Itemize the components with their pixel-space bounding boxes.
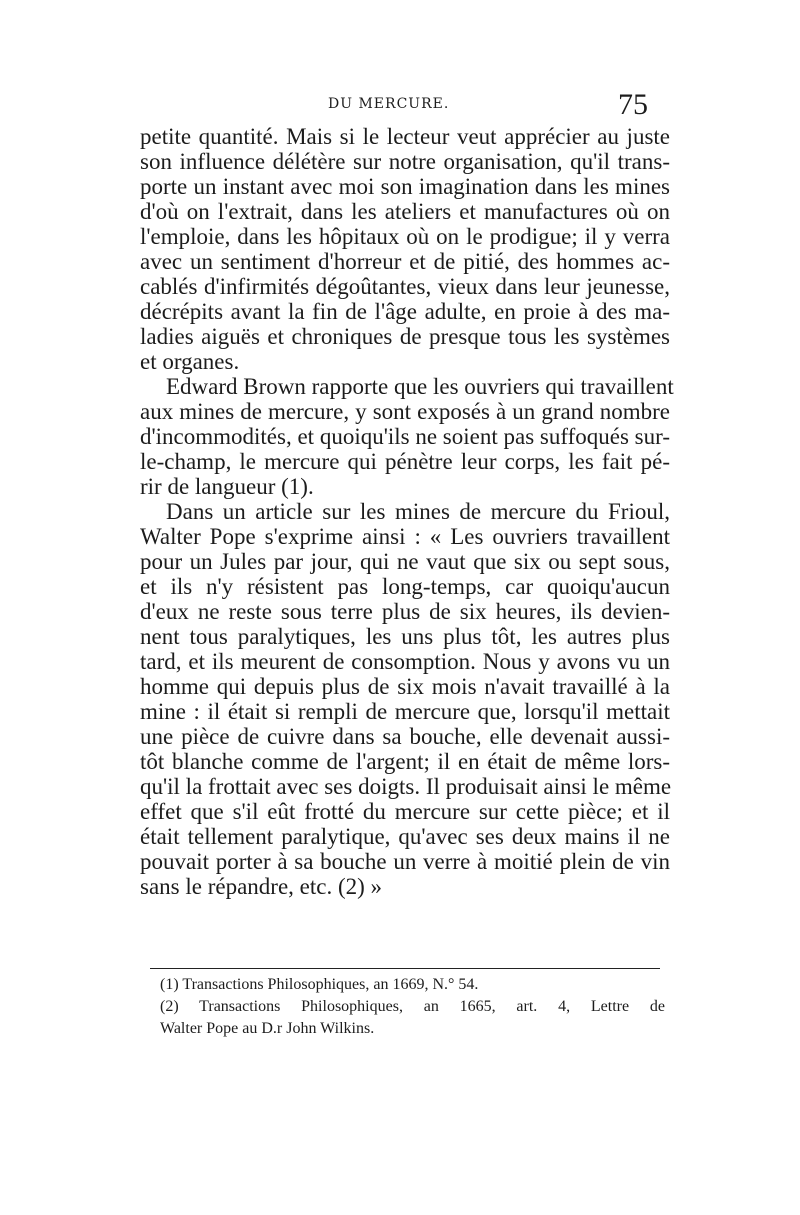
text-line: Walter Pope s'exprime ainsi : « Les ouvriers travaillent [140, 524, 670, 549]
text-line: et ils n'y résistent pas long-temps, car quoiqu'aucun [140, 574, 670, 599]
text-line: qu'il la frottait avec ses doigts. Il produisait ainsi le même [140, 774, 672, 799]
text-line: mine : il était si rempli de mercure que, lorsqu'il mettait [140, 699, 670, 724]
text-line: Dans un article sur les mines de mercure du Frioul, [166, 499, 670, 524]
text-line: pouvait porter à sa bouche un verre à moitié plein de vin [140, 849, 670, 874]
text-line: rir de langueur (1). [140, 474, 314, 499]
text-line: d'eux ne reste sous terre plus de six heures, ils devien- [140, 599, 670, 624]
text-line: le-champ, le mercure qui pénètre leur corps, les fait pé- [140, 449, 670, 474]
footnote-line: (2) Transactions Philosophiques, an 1665, art. 4, Lettre de [160, 998, 665, 1015]
text-line: pour un Jules par jour, qui ne vaut que six ou sept sous, [140, 549, 670, 574]
text-line: décrépits avant la fin de l'âge adulte, en proie à des ma- [140, 299, 670, 324]
body-text [140, 124, 674, 899]
text-line: aux mines de mercure, y sont exposés à un grand nombre [140, 399, 670, 424]
footnote-divider [150, 968, 660, 969]
text-line: petite quantité. Mais si le lecteur veut apprécier au juste [140, 124, 670, 149]
running-head: DU MERCURE. [328, 96, 450, 112]
text-line: sans le répandre, etc. (2) » [140, 874, 383, 899]
paragraph [140, 124, 670, 374]
paragraph [140, 374, 674, 499]
text-line: tôt blanche comme de l'argent; il en était de même lors- [140, 749, 670, 774]
text-line: tard, et ils meurent de consomption. Nous y avons vu un [140, 649, 670, 674]
text-line: homme qui depuis plus de six mois n'avait travaillé à la [140, 674, 670, 699]
footnote-line: (1) Transactions Philosophiques, an 1669, N.° 54. [160, 976, 479, 993]
text-line: cablés d'infirmités dégoûtantes, vieux dans leur jeunesse, [140, 274, 670, 299]
text-line: nent tous paralytiques, les uns plus tôt, les autres plus [140, 624, 670, 649]
page-number: 75 [618, 88, 648, 121]
text-line: l'emploie, dans les hôpitaux où on le prodigue; il y verra [140, 224, 670, 249]
text-line: était tellement paralytique, qu'avec ses deux mains il ne [140, 824, 670, 849]
text-line: son influence délétère sur notre organisation, qu'il trans- [140, 149, 670, 174]
footnote [160, 996, 665, 1040]
footnote-line: Walter Pope au D.r John Wilkins. [160, 1020, 375, 1037]
text-line: ladies aiguës et chroniques de presque tous les systèmes [140, 324, 670, 349]
footnotes [160, 974, 665, 1040]
footnote [160, 974, 665, 996]
paragraph [140, 499, 670, 899]
text-line: d'incommodités, et quoiqu'ils ne soient pas suffoqués sur- [140, 424, 670, 449]
text-line: d'où on l'extrait, dans les ateliers et manufactures où on [140, 199, 670, 224]
text-line: Edward Brown rapporte que les ouvriers qui travaillent [166, 374, 674, 399]
text-line: une pièce de cuivre dans sa bouche, elle devenait aussi- [140, 724, 670, 749]
text-line: effet que s'il eût frotté du mercure sur cette pièce; et il [140, 799, 670, 824]
text-line: et organes. [140, 349, 240, 374]
text-line: avec un sentiment d'horreur et de pitié, des hommes ac- [140, 249, 670, 274]
text-line: porte un instant avec moi son imagination dans les mines [140, 174, 670, 199]
